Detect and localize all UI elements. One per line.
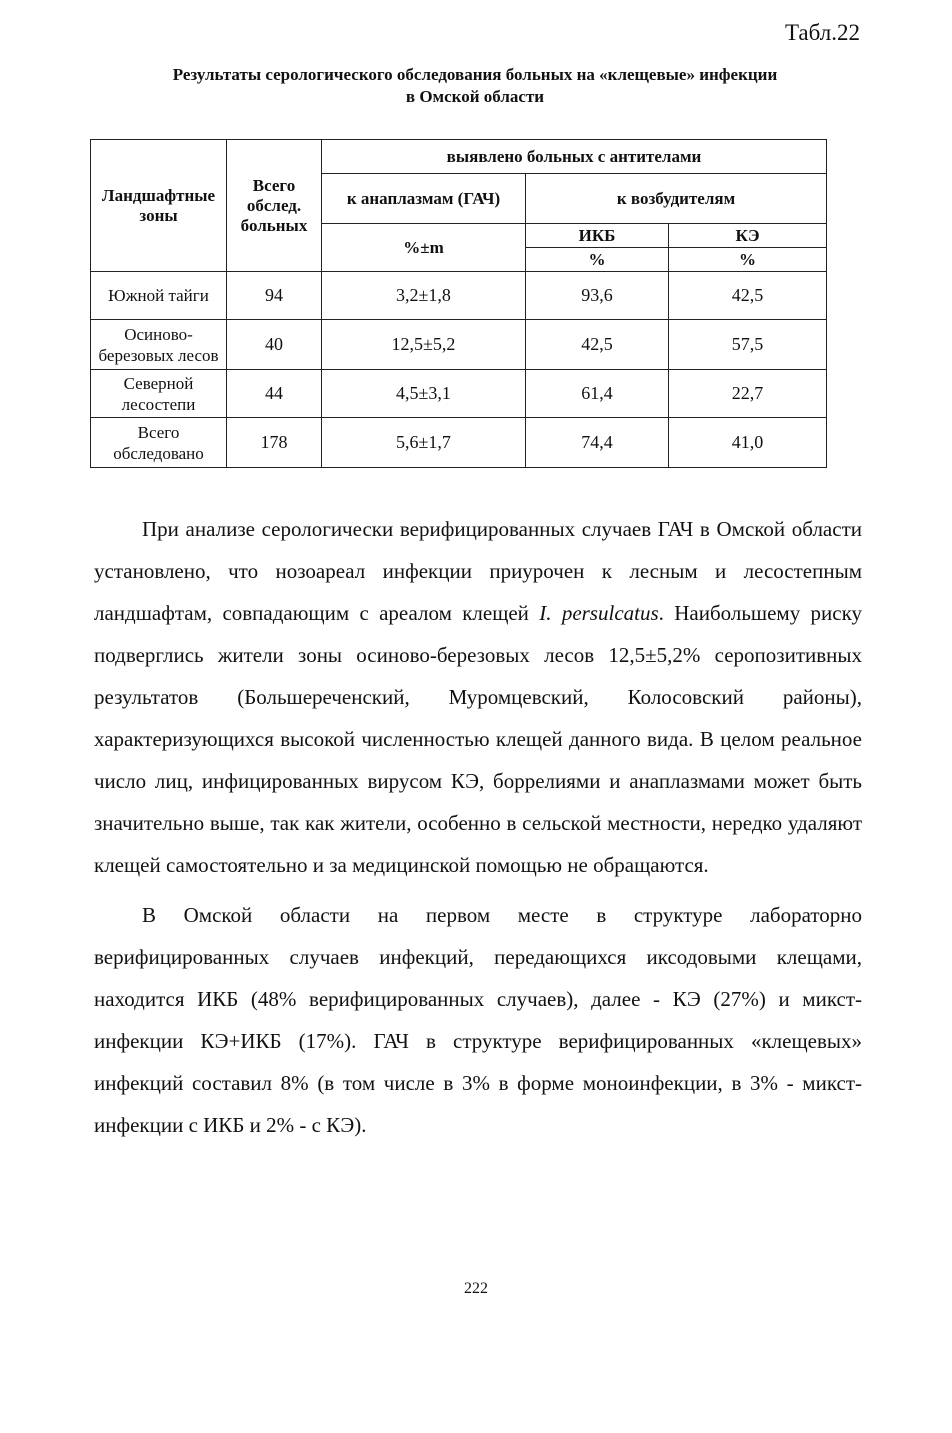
caption-line-1: Результаты серологического обследования больных на «клещевые» инфекции bbox=[172, 65, 778, 84]
table-row bbox=[91, 370, 827, 418]
cell-ke: 41,0 bbox=[669, 418, 827, 468]
header-anaplasma: к анаплазмам (ГАЧ) bbox=[322, 174, 526, 224]
header-pct-m: %±m bbox=[322, 224, 526, 272]
paragraph-2: В Омской области на первом месте в структуре лабораторно верифицированных случаев инфекций, передающихся иксодовыми клещами, находится ИКБ (48% верифицированных случаев), далее - КЭ (27%) и микст-инфекции КЭ+ИКБ (17%). ГАЧ в структуре верифицированных «клещевых» инфекций составил 8% (в том числе в 3% в форме моноинфекции, в 3% - микст-инфекции с ИКБ и 2% - с КЭ). bbox=[94, 903, 862, 1137]
cell-total: 40 bbox=[227, 320, 322, 370]
cell-gach: 3,2±1,8 bbox=[322, 272, 526, 320]
serology-table bbox=[90, 139, 827, 468]
cell-total: 94 bbox=[227, 272, 322, 320]
cell-zone: Осиново-березовых лесов bbox=[91, 320, 227, 370]
header-pct-ikb: % bbox=[526, 248, 669, 272]
table-row bbox=[91, 320, 827, 370]
cell-ikb: 74,4 bbox=[526, 418, 669, 468]
cell-gach: 12,5±5,2 bbox=[322, 320, 526, 370]
paragraph-1-end: . Наибольшему риску подверглись жители зоны осиново-березовых лесов 12,5±5,2% серопозитивных результатов (Большереченский, Муромцевский, Колосовский районы), характеризующихся высокой численностью клещей данного вида. В целом реальное число лиц, инфицированных вирусом КЭ, боррелиями и анаплазмами может быть значительно выше, так как жители, особенно в сельской местности, нередко удаляют клещей самостоятельно и за медицинской помощью не обращаются. bbox=[94, 601, 862, 877]
cell-ke: 22,7 bbox=[669, 370, 827, 418]
cell-gach: 5,6±1,7 bbox=[322, 418, 526, 468]
paragraph-1-start: При анализе серологически верифицированных случаев ГАЧ в Омской области установлено, что нозоареал инфекции приурочен к лесным и лесостепным ландшафтам, совпадающим с ареалом клещей bbox=[94, 517, 862, 625]
header-ke: КЭ bbox=[669, 224, 827, 248]
table-row bbox=[91, 272, 827, 320]
cell-total: 178 bbox=[227, 418, 322, 468]
paragraph-1 bbox=[94, 508, 862, 886]
header-ikb: ИКБ bbox=[526, 224, 669, 248]
cell-zone: Всего обследовано bbox=[91, 418, 227, 468]
header-pct-ke: % bbox=[669, 248, 827, 272]
cell-ke: 42,5 bbox=[669, 272, 827, 320]
cell-ikb: 42,5 bbox=[526, 320, 669, 370]
table-number-label: Табл.22 bbox=[784, 20, 860, 45]
cell-gach: 4,5±3,1 bbox=[322, 370, 526, 418]
cell-zone: Северной лесостепи bbox=[91, 370, 227, 418]
table-row bbox=[91, 418, 827, 468]
header-zones: Ландшафтные зоны bbox=[91, 140, 227, 272]
header-total-examined: Всего обслед. больных bbox=[227, 140, 322, 272]
cell-ikb: 61,4 bbox=[526, 370, 669, 418]
caption-line-2: в Омской области bbox=[405, 87, 545, 106]
cell-ikb: 93,6 bbox=[526, 272, 669, 320]
cell-total: 44 bbox=[227, 370, 322, 418]
header-pathogens: к возбудителям bbox=[526, 174, 827, 224]
table-caption bbox=[80, 64, 870, 108]
header-detected-antibodies: выявлено больных с антителами bbox=[322, 140, 827, 174]
cell-ke: 57,5 bbox=[669, 320, 827, 370]
page-number: 222 bbox=[464, 1280, 488, 1297]
cell-zone: Южной тайги bbox=[91, 272, 227, 320]
body-text bbox=[94, 508, 862, 1146]
species-name: I. persulcatus bbox=[539, 601, 659, 625]
